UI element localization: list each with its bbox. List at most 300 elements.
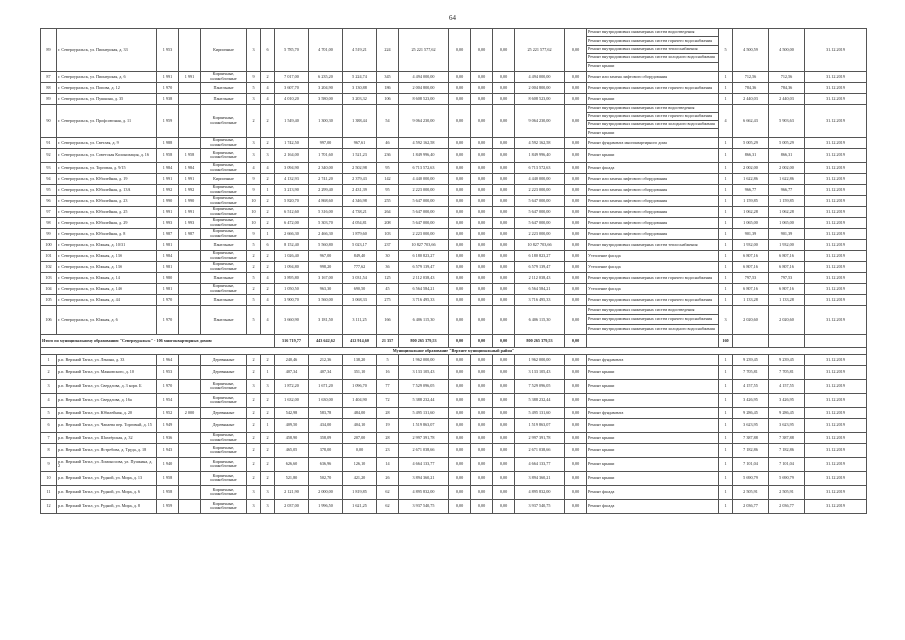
- federal-funds: 0,00: [449, 294, 471, 305]
- year-built: 1 970: [157, 82, 179, 93]
- year-commissioned: [179, 457, 201, 471]
- repair-cost: 5 647 000,00: [399, 206, 449, 217]
- address: р.п. Верхний Тагил, ул. Рудной, ул. Мира, д. 8: [57, 499, 157, 513]
- entrances: 1: [261, 228, 275, 239]
- apartments-area: 3 167,00: [309, 272, 343, 283]
- local-funds: 0,00: [493, 365, 515, 379]
- floors: 9: [247, 184, 261, 195]
- max-unit-cost: 4 157,55: [769, 379, 805, 393]
- owner-funds: 4 895 832,00: [515, 485, 565, 499]
- regional-funds: 0,00: [471, 184, 493, 195]
- owner-funds: 2 671 038,66: [515, 443, 565, 457]
- row-number: 11: [41, 485, 57, 499]
- unit-cost: 866,31: [733, 148, 769, 162]
- residents: 28: [377, 407, 399, 418]
- wall-material: Деревянные: [201, 354, 247, 365]
- regional-funds: 0,00: [471, 457, 493, 471]
- address: г. Североуральск, ул. Светлая, д. 9: [57, 137, 157, 148]
- year-built: 1 991: [157, 206, 179, 217]
- year-commissioned: [179, 29, 201, 72]
- owner-funds: 3 937 540,75: [515, 499, 565, 513]
- other-funds: 0,00: [565, 379, 587, 393]
- wall-material: Панельные: [201, 239, 247, 250]
- apartments-area: 6 235,20: [309, 71, 343, 82]
- unit-cost: 6 807,16: [733, 250, 769, 261]
- regional-funds: 0,00: [471, 283, 493, 294]
- owner-funds: 4 494 000,00: [515, 71, 565, 82]
- owner-funds: 5 647 000,00: [515, 217, 565, 228]
- local-funds: 0,00: [493, 148, 515, 162]
- regional-funds: 0,00: [471, 195, 493, 206]
- total-area: 4 010,20: [275, 93, 309, 104]
- residents: 264: [377, 206, 399, 217]
- year-commissioned: [179, 305, 201, 334]
- local-funds: 0,00: [493, 393, 515, 407]
- regional-funds: 0,00: [471, 82, 493, 93]
- regional-funds: 0,00: [471, 250, 493, 261]
- work-item: Ремонт внутридомовых инженерных систем горячего водоснабжения: [587, 315, 718, 324]
- completion-date: 31.12.2019: [805, 379, 867, 393]
- year-commissioned: [179, 93, 201, 104]
- works-count: 1: [719, 393, 733, 407]
- max-unit-cost: 2 020,60: [769, 305, 805, 334]
- works-list: [587, 184, 719, 195]
- local-funds: 0,00: [493, 137, 515, 148]
- works-count: 3: [719, 305, 733, 334]
- other-funds: 0,00: [565, 261, 587, 272]
- total-area: 1 742,50: [275, 137, 309, 148]
- other-funds: 0,00: [565, 393, 587, 407]
- max-unit-cost: 866,31: [769, 148, 805, 162]
- works-list: [587, 305, 719, 334]
- completion-date: 31.12.2019: [805, 305, 867, 334]
- row-number: 98: [41, 217, 57, 228]
- work-item: Ремонт внутридомовых инженерных систем водоотведения: [587, 105, 718, 113]
- residents: 62: [377, 485, 399, 499]
- entrances: 3: [261, 379, 275, 393]
- total-area: 2 164,00: [275, 148, 309, 162]
- address: р.п. Верхний Тагил, ул. Маяковского, д. 10: [57, 365, 157, 379]
- works-count: 1: [719, 148, 733, 162]
- works-count: 1: [719, 283, 733, 294]
- completion-date: 31.12.2019: [805, 432, 867, 443]
- floors: 2: [247, 393, 261, 407]
- unit-cost: 1 133,28: [733, 294, 769, 305]
- address: г. Североуральск, ул. Советская Колонизация, д. 16: [57, 148, 157, 162]
- local-funds: 0,00: [493, 104, 515, 137]
- total-area: 465,05: [275, 443, 309, 457]
- works-list: [587, 457, 719, 471]
- owner-funds: 7 529 096,05: [515, 379, 565, 393]
- completion-date: 31.12.2019: [805, 173, 867, 184]
- other-funds: 0,00: [565, 432, 587, 443]
- owner-funds: 3 716 495,33: [515, 294, 565, 305]
- works-list: [587, 29, 719, 72]
- residential-area: 690,50: [343, 283, 377, 294]
- max-unit-cost: 712,56: [769, 71, 805, 82]
- owner-funds: 25 221 577,62: [515, 29, 565, 72]
- year-built: 1 970: [157, 294, 179, 305]
- row-number: 104: [41, 283, 57, 294]
- unit-cost: 3 426,95: [733, 393, 769, 407]
- year-built: 1 952: [157, 407, 179, 418]
- regional-funds: 0,00: [471, 162, 493, 173]
- works-list: [587, 443, 719, 457]
- year-built: 1 958: [157, 471, 179, 485]
- other-funds: 0,00: [565, 217, 587, 228]
- work-item: Ремонт крыши: [588, 434, 615, 440]
- total-area-1: 516 719,77: [275, 334, 309, 347]
- wall-material: Кирпичные, шлакоблочные: [201, 283, 247, 294]
- entrances: 3: [261, 485, 275, 499]
- works-list: [587, 137, 719, 148]
- year-built: 1 970: [157, 305, 179, 334]
- wall-material: Кирпичные: [201, 173, 247, 184]
- federal-funds: 0,00: [449, 261, 471, 272]
- works-count: 5: [719, 29, 733, 72]
- unit-cost: 901,39: [733, 228, 769, 239]
- residential-area: 2 502,98: [343, 162, 377, 173]
- regional-funds: 0,00: [471, 485, 493, 499]
- owner-funds: 9 064 230,00: [515, 104, 565, 137]
- entrances: 6: [261, 29, 275, 72]
- unit-cost: 6 807,16: [733, 261, 769, 272]
- max-unit-cost: 3 623,95: [769, 418, 805, 432]
- apartments-area: 3 181,50: [309, 305, 343, 334]
- total-area: 5 785,70: [275, 29, 309, 72]
- works-count: 1: [719, 228, 733, 239]
- other-funds: 0,00: [565, 294, 587, 305]
- work-item: Ремонт или замена лифтового оборудования: [588, 219, 668, 225]
- unit-cost: 6 662,43: [733, 104, 769, 137]
- year-commissioned: [179, 239, 201, 250]
- wall-material: Деревянные: [201, 407, 247, 418]
- wall-material: Панельные: [201, 294, 247, 305]
- works-count: 1: [719, 239, 733, 250]
- completion-date: 31.12.2019: [805, 485, 867, 499]
- owner-funds: 3 133 105,43: [515, 365, 565, 379]
- residents: 166: [377, 305, 399, 334]
- other-funds: 0,00: [565, 104, 587, 137]
- owner-funds: 5 388 232,44: [515, 393, 565, 407]
- other-funds: 0,00: [565, 418, 587, 432]
- year-commissioned: [179, 137, 201, 148]
- other-funds: 0,00: [565, 173, 587, 184]
- residential-area: 2 431,39: [343, 184, 377, 195]
- local-funds: 0,00: [493, 379, 515, 393]
- owner-funds: 2 223 000,00: [515, 184, 565, 195]
- total-area: 4 132,93: [275, 173, 309, 184]
- row-number: 92: [41, 148, 57, 162]
- completion-date: 31.12.2019: [805, 418, 867, 432]
- year-built: 1 980: [157, 272, 179, 283]
- unit-cost: 5 690,79: [733, 471, 769, 485]
- regional-funds: 0,00: [471, 379, 493, 393]
- other-funds: 0,00: [565, 228, 587, 239]
- address: г. Североуральск, ул. Пушкина, д. 35: [57, 93, 157, 104]
- year-commissioned: [179, 485, 201, 499]
- federal-funds: 0,00: [449, 354, 471, 365]
- works-count: 1: [719, 184, 733, 195]
- repair-cost: 3 133 105,43: [399, 365, 449, 379]
- repair-cost: 4 895 832,00: [399, 485, 449, 499]
- residents: 106: [377, 93, 399, 104]
- works-list: [587, 499, 719, 513]
- work-item: Ремонт крыши: [588, 397, 615, 403]
- total-area: 5 820,70: [275, 195, 309, 206]
- address: г. Североуральск, ул. Торговая, д. 9/15: [57, 162, 157, 173]
- works-list: [587, 71, 719, 82]
- residential-area: 777,62: [343, 261, 377, 272]
- address: р.п. Верхний Тагил, ул. Чапаева пер. Торговый, д. 15: [57, 418, 157, 432]
- entrances: 2: [261, 173, 275, 184]
- work-item: Утепление фасада: [588, 252, 621, 258]
- federal-funds: 0,00: [449, 443, 471, 457]
- apartments-area: 998,20: [309, 261, 343, 272]
- owner-funds: 4 440 000,00: [515, 173, 565, 184]
- local-funds: 0,00: [493, 261, 515, 272]
- other-funds: 0,00: [565, 148, 587, 162]
- year-commissioned: [179, 261, 201, 272]
- entrances: 2: [261, 71, 275, 82]
- apartments-area: 3 204,90: [309, 82, 343, 93]
- unit-cost: 2 020,60: [733, 305, 769, 334]
- floors: 2: [247, 104, 261, 137]
- residential-area: 404,10: [343, 418, 377, 432]
- owner-funds: 1 849 996,40: [515, 148, 565, 162]
- row-number: 4: [41, 393, 57, 407]
- work-item: Ремонт или замена лифтового оборудования: [588, 208, 668, 214]
- regional-funds: 0,00: [471, 104, 493, 137]
- floors: 5: [247, 272, 261, 283]
- works-count: 1: [719, 407, 733, 418]
- unit-cost: 2 036,77: [733, 499, 769, 513]
- regional-funds: 0,00: [471, 71, 493, 82]
- total-area: 3 607,70: [275, 82, 309, 93]
- total-fund: 800 265 379,53: [515, 334, 565, 347]
- other-funds: 0,00: [565, 71, 587, 82]
- entrances: 2: [261, 283, 275, 294]
- owner-funds: 6 406 115,30: [515, 305, 565, 334]
- unit-cost: 9 239,45: [733, 354, 769, 365]
- year-commissioned: [179, 283, 201, 294]
- unit-cost: 2 505,91: [733, 485, 769, 499]
- federal-funds: 0,00: [449, 82, 471, 93]
- works-list: [587, 250, 719, 261]
- other-funds: 0,00: [565, 407, 587, 418]
- repair-cost: 2 671 038,66: [399, 443, 449, 457]
- residents: 186: [377, 82, 399, 93]
- entrances: 2: [261, 217, 275, 228]
- floors: 2: [247, 443, 261, 457]
- work-item: Ремонт фасада: [588, 503, 615, 509]
- regional-funds: 0,00: [471, 365, 493, 379]
- works-list: [587, 354, 719, 365]
- max-unit-cost: 1 932,00: [769, 239, 805, 250]
- apartments-area: 963,30: [309, 283, 343, 294]
- work-item: Ремонт внутридомовых инженерных систем горячего водоснабжения: [588, 274, 713, 280]
- residential-area: 4 346,98: [343, 195, 377, 206]
- works-list: [587, 407, 719, 418]
- residents: 95: [377, 184, 399, 195]
- total-area: 8 152,40: [275, 239, 309, 250]
- total-area: 2 037,00: [275, 499, 309, 513]
- max-unit-cost: 966,77: [769, 184, 805, 195]
- apartments-area: 407,34: [309, 365, 343, 379]
- works-list: [587, 471, 719, 485]
- completion-date: 31.12.2019: [805, 393, 867, 407]
- repair-cost: 3 894 360,21: [399, 471, 449, 485]
- apartments-area: 212,36: [309, 354, 343, 365]
- max-unit-cost: 1 062,28: [769, 206, 805, 217]
- table-row: [41, 217, 867, 228]
- address: г. Североуральск, ул. Юбилейная, д. 19: [57, 173, 157, 184]
- owner-funds: 8 608 523,00: [515, 93, 565, 104]
- work-item: Ремонт внутридомовых инженерных систем горячего водоснабжения: [587, 113, 718, 121]
- table-row: [41, 499, 867, 513]
- total-area: 1 026,40: [275, 250, 309, 261]
- address: г. Североуральск, ул. Юбилейная, д. 25: [57, 206, 157, 217]
- apartments-area: 502,70: [309, 471, 343, 485]
- apartments-area: 5 560,80: [309, 239, 343, 250]
- apartments-area: 378,00: [309, 443, 343, 457]
- completion-date: 31.12.2019: [805, 250, 867, 261]
- work-item: Ремонт фасада: [588, 489, 615, 495]
- federal-funds: 0,00: [449, 173, 471, 184]
- completion-date: 31.12.2019: [805, 407, 867, 418]
- floors: 2: [247, 365, 261, 379]
- work-item: Ремонт крыши: [588, 461, 615, 467]
- residential-area: 3 203,32: [343, 93, 377, 104]
- unit-cost: 1 065,00: [733, 217, 769, 228]
- owner-funds: 2 112 038,43: [515, 272, 565, 283]
- residents: 54: [377, 104, 399, 137]
- total-label: Итого по муниципальному образованию "Североуральск" - 106 многоквартирных домов:: [41, 334, 275, 347]
- address: г. Североуральск, ул. Попова, д. 12: [57, 82, 157, 93]
- table-row: [41, 418, 867, 432]
- wall-material: Кирпичные, шлакоблочные: [201, 206, 247, 217]
- floors: 5: [247, 294, 261, 305]
- wall-material: Кирпичные, шлакоблочные: [201, 499, 247, 513]
- local-funds: 0,00: [493, 228, 515, 239]
- residential-area: 3 111,25: [343, 305, 377, 334]
- federal-funds: 0,00: [449, 195, 471, 206]
- unit-cost: 712,56: [733, 71, 769, 82]
- year-commissioned: [179, 393, 201, 407]
- unit-cost: 2 002,00: [733, 162, 769, 173]
- federal-funds: 0,00: [449, 228, 471, 239]
- total-count: 160: [719, 334, 733, 347]
- floors: 9: [247, 228, 261, 239]
- total-area: 1 872,20: [275, 379, 309, 393]
- federal-funds: 0,00: [449, 272, 471, 283]
- residents: 26: [377, 471, 399, 485]
- completion-date: 31.12.2019: [805, 104, 867, 137]
- apartments-area: 1 996,50: [309, 499, 343, 513]
- wall-material: Кирпичные, шлакоблочные: [201, 162, 247, 173]
- other-funds: 0,00: [565, 283, 587, 294]
- residents: 5: [377, 354, 399, 365]
- total-area: 521,80: [275, 471, 309, 485]
- work-item: Ремонт фундамента: [588, 356, 624, 362]
- year-commissioned: [179, 499, 201, 513]
- year-commissioned: [179, 294, 201, 305]
- entrances: 4: [261, 305, 275, 334]
- max-unit-cost: 2 002,00: [769, 162, 805, 173]
- local-funds: 0,00: [493, 93, 515, 104]
- total-area: 1 549,40: [275, 104, 309, 137]
- entrances: 4: [261, 93, 275, 104]
- regional-funds: 0,00: [471, 173, 493, 184]
- work-item: Ремонт внутридомовых инженерных систем водоотведения: [587, 29, 718, 37]
- repair-cost: 6 713 572,63: [399, 162, 449, 173]
- total-residents: 21 357: [377, 334, 399, 347]
- max-unit-cost: 4 500,00: [769, 29, 805, 72]
- address: р.п. Верхний Тагил, ул. Свердлова, д. 3 корп. Б: [57, 379, 157, 393]
- owner-funds: 1 962 000,00: [515, 354, 565, 365]
- residents: 14: [377, 457, 399, 471]
- federal-funds: 0,00: [449, 485, 471, 499]
- wall-material: Кирпичные, шлакоблочные: [201, 393, 247, 407]
- wall-material: Кирпичные, шлакоблочные: [201, 379, 247, 393]
- repair-cost: 1 519 863,07: [399, 418, 449, 432]
- residents: 103: [377, 228, 399, 239]
- entrances: 2: [261, 457, 275, 471]
- year-commissioned: [179, 418, 201, 432]
- year-commissioned: 1 991: [179, 206, 201, 217]
- row-number: 8: [41, 443, 57, 457]
- wall-material: Кирпичные, шлакоблочные: [201, 432, 247, 443]
- year-built: 1 953: [157, 365, 179, 379]
- completion-date: 31.12.2019: [805, 71, 867, 82]
- regional-funds: 0,00: [471, 228, 493, 239]
- owner-funds: 4 592 162,58: [515, 137, 565, 148]
- year-commissioned: [179, 104, 201, 137]
- federal-funds: 0,00: [449, 393, 471, 407]
- residents: 45: [377, 283, 399, 294]
- work-item: Ремонт крыши: [588, 422, 615, 428]
- row-number: 96: [41, 195, 57, 206]
- residents: 72: [377, 393, 399, 407]
- works-list: [587, 239, 719, 250]
- federal-funds: 0,00: [449, 29, 471, 72]
- other-funds: 0,00: [565, 82, 587, 93]
- year-commissioned: 1 991: [179, 71, 201, 82]
- table-row: [41, 354, 867, 365]
- wall-material: Кирпичные, шлакоблочные: [201, 485, 247, 499]
- address: г. Североуральск, ул. Южная, д. 14б: [57, 283, 157, 294]
- local-funds: 0,00: [493, 184, 515, 195]
- works-count: 1: [719, 93, 733, 104]
- local-funds: 0,00: [493, 354, 515, 365]
- max-unit-cost: 6 807,16: [769, 283, 805, 294]
- residents: 125: [377, 272, 399, 283]
- apartments-area: 2 340,00: [309, 162, 343, 173]
- year-commissioned: 1 990: [179, 195, 201, 206]
- residential-area: 5 224,74: [343, 71, 377, 82]
- repair-cost: 3 937 540,75: [399, 499, 449, 513]
- max-unit-cost: 1 622,86: [769, 173, 805, 184]
- completion-date: 31.12.2019: [805, 261, 867, 272]
- unit-cost: 4 500,59: [733, 29, 769, 72]
- floors: 4: [247, 162, 261, 173]
- owner-funds: 6 564 584,21: [515, 283, 565, 294]
- row-number: 89: [41, 29, 57, 72]
- other-funds: 0,00: [565, 499, 587, 513]
- local-funds: 0,00: [493, 443, 515, 457]
- works-count: 1: [719, 195, 733, 206]
- floors: 3: [247, 93, 261, 104]
